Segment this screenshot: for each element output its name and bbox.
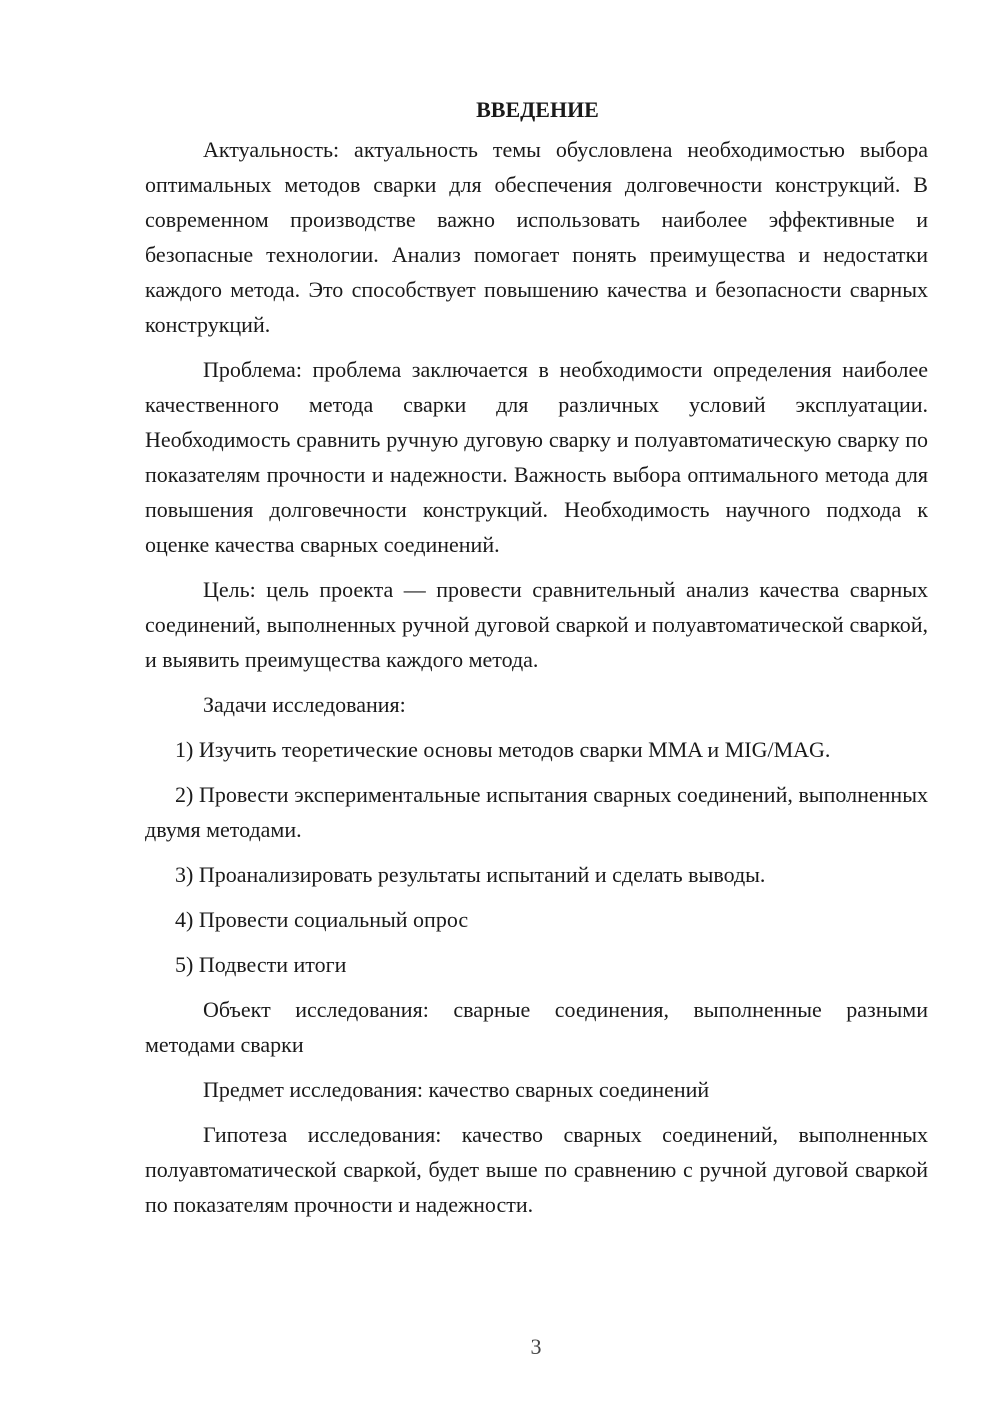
task-item-1: 1) Изучить теоретические основы методов сварки MMA и MIG/MAG. <box>175 737 831 762</box>
paragraph-tasks-heading: Задачи исследования: <box>203 692 406 717</box>
paragraph-goal: Цель: цель проекта — провести сравнительный анализ качества сварных соединений, выполненных ручной дуговой сваркой и полуавтоматической сваркой, и выявить преимущества каждого метода. <box>145 577 928 672</box>
paragraph-relevance: Актуальность: актуальность темы обусловлена необходимостью выбора оптимальных методов сварки для обеспечения долговечности конструкций. В современном производстве важно использовать наиболее эффективные и безопасные технологии. Анализ помогает понять преимущества и недостатки каждого метода. Это способствует повышению качества и безопасности сварных конструкций. <box>145 137 928 337</box>
section-title: ВВЕДЕНИЕ <box>476 97 599 122</box>
document-page <box>145 96 928 1232</box>
paragraph-hypothesis: Гипотеза исследования: качество сварных соединений, выполненных полуавтоматической сваркой, будет выше по сравнению с ручной дуговой сваркой по показателям прочности и надежности. <box>145 1122 928 1217</box>
paragraph-subject: Предмет исследования: качество сварных соединений <box>203 1077 710 1102</box>
paragraph-object: Объект исследования: сварные соединения, выполненные разными методами сварки <box>145 997 928 1057</box>
task-item-5: 5) Подвести итоги <box>175 952 347 977</box>
task-item-3: 3) Проанализировать результаты испытаний и сделать выводы. <box>175 862 766 887</box>
page-number: 3 <box>530 1334 542 1359</box>
task-item-4: 4) Провести социальный опрос <box>175 907 469 932</box>
paragraph-problem: Проблема: проблема заключается в необходимости определения наиболее качественного метода сварки для различных условий эксплуатации. Необходимость сравнить ручную дуговую сварку и полуавтоматическую сварку по показателям прочности и надежности. Важность выбора оптимального метода для повышения долговечности конструкций. Необходимость научного подхода к оценке качества сварных соединений. <box>145 357 928 557</box>
task-item-2: 2) Провести экспериментальные испытания сварных соединений, выполненных двумя методами. <box>145 782 928 842</box>
